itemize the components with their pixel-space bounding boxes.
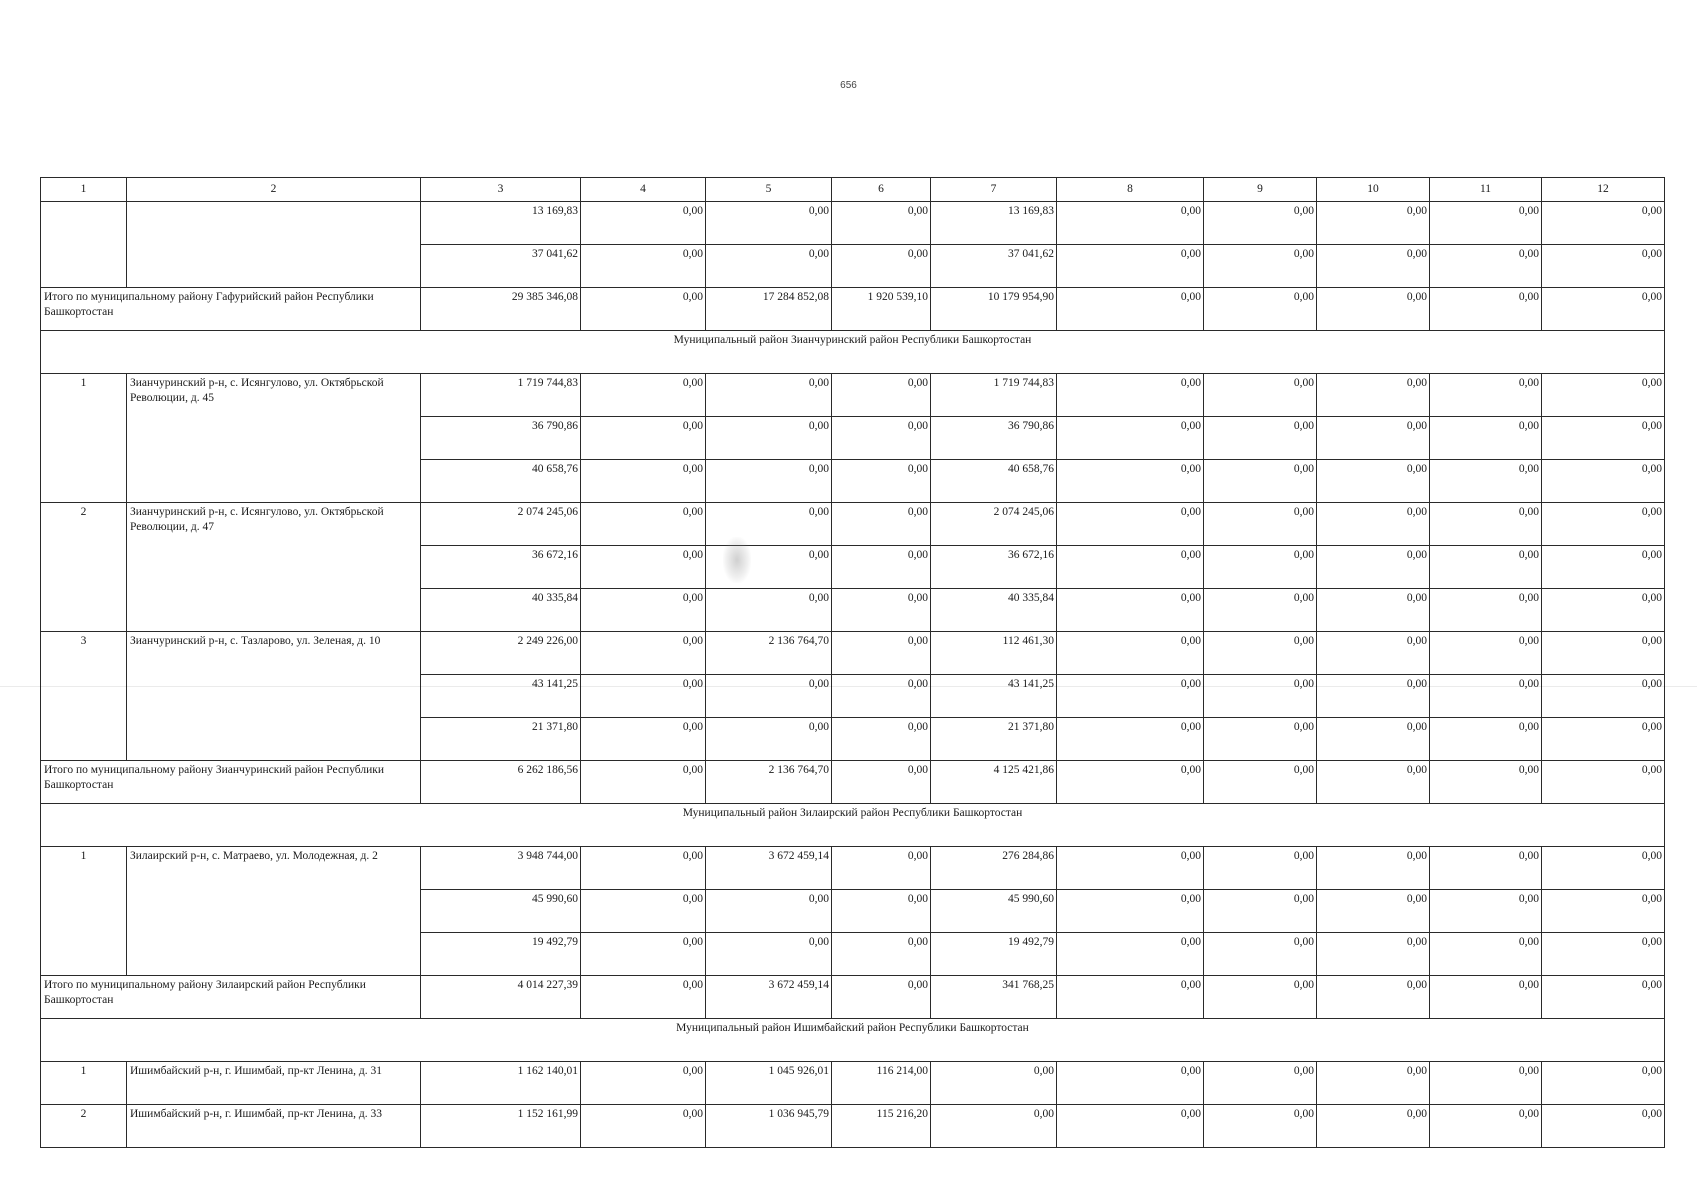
amount-cell: 4 014 227,39: [421, 976, 581, 1019]
amount-cell: 0,00: [1542, 675, 1665, 718]
amount-cell: 0,00: [1057, 1105, 1204, 1148]
amount-cell: 0,00: [1317, 718, 1430, 761]
amount-cell: 0,00: [706, 718, 832, 761]
amount-cell: 0,00: [1317, 933, 1430, 976]
amount-cell: 43 141,25: [421, 675, 581, 718]
amount-cell: 0,00: [1542, 202, 1665, 245]
column-header: 7: [931, 178, 1057, 202]
address-cell: Зианчуринский р-н, с. Тазларово, ул. Зеленая, д. 10: [127, 632, 421, 761]
amount-cell: 0,00: [581, 933, 706, 976]
amount-cell: 0,00: [1057, 460, 1204, 503]
column-header: 3: [421, 178, 581, 202]
amount-cell: 0,00: [1542, 245, 1665, 288]
amount-cell: 0,00: [1430, 503, 1542, 546]
amount-cell: 36 790,86: [931, 417, 1057, 460]
amount-cell: 0,00: [1057, 933, 1204, 976]
amount-cell: 36 672,16: [931, 546, 1057, 589]
amount-cell: 21 371,80: [931, 718, 1057, 761]
amount-cell: 40 658,76: [421, 460, 581, 503]
amount-cell: 0,00: [581, 1062, 706, 1105]
amount-cell: 1 152 161,99: [421, 1105, 581, 1148]
amount-cell: 37 041,62: [931, 245, 1057, 288]
amount-cell: 0,00: [1204, 761, 1317, 804]
amount-cell: 0,00: [1317, 632, 1430, 675]
amount-cell: 0,00: [1057, 288, 1204, 331]
amount-cell: 0,00: [1542, 933, 1665, 976]
amount-cell: 0,00: [1204, 632, 1317, 675]
amount-cell: 0,00: [1317, 1062, 1430, 1105]
amount-cell: 40 335,84: [421, 589, 581, 632]
amount-cell: 0,00: [832, 632, 931, 675]
budget-table: [40, 177, 1665, 1148]
amount-cell: 0,00: [1204, 976, 1317, 1019]
amount-cell: 0,00: [1430, 847, 1542, 890]
amount-cell: 0,00: [1430, 675, 1542, 718]
total-row: [41, 761, 1665, 804]
amount-cell: 45 990,60: [931, 890, 1057, 933]
amount-cell: 0,00: [832, 503, 931, 546]
amount-cell: 0,00: [1430, 933, 1542, 976]
amount-cell: 4 125 421,86: [931, 761, 1057, 804]
table-row: [41, 632, 1665, 675]
amount-cell: 0,00: [1317, 675, 1430, 718]
section-title: Муниципальный район Ишимбайский район Республики Башкортостан: [41, 1019, 1665, 1062]
amount-cell: 36 672,16: [421, 546, 581, 589]
amount-cell: 0,00: [1057, 589, 1204, 632]
amount-cell: 0,00: [706, 933, 832, 976]
amount-cell: 43 141,25: [931, 675, 1057, 718]
amount-cell: 0,00: [706, 245, 832, 288]
address-cell: Зианчуринский р-н, с. Исянгулово, ул. Октябрьской Революции, д. 47: [127, 503, 421, 632]
amount-cell: 0,00: [1317, 417, 1430, 460]
amount-cell: 1 045 926,01: [706, 1062, 832, 1105]
amount-cell: 0,00: [832, 847, 931, 890]
column-header: 11: [1430, 178, 1542, 202]
column-header: 4: [581, 178, 706, 202]
row-index-cell: 1: [41, 1062, 127, 1105]
page-number: 656: [840, 80, 857, 91]
amount-cell: 0,00: [1204, 202, 1317, 245]
amount-cell: 0,00: [1317, 374, 1430, 417]
amount-cell: 0,00: [706, 202, 832, 245]
amount-cell: 0,00: [1317, 761, 1430, 804]
amount-cell: 1 162 140,01: [421, 1062, 581, 1105]
row-index-cell: 2: [41, 503, 127, 632]
column-header: 12: [1542, 178, 1665, 202]
column-header: 2: [127, 178, 421, 202]
amount-cell: 0,00: [1430, 460, 1542, 503]
amount-cell: 0,00: [1542, 847, 1665, 890]
amount-cell: 2 136 764,70: [706, 761, 832, 804]
amount-cell: 1 719 744,83: [421, 374, 581, 417]
amount-cell: 0,00: [832, 202, 931, 245]
amount-cell: 0,00: [1057, 890, 1204, 933]
amount-cell: 0,00: [1542, 417, 1665, 460]
amount-cell: 0,00: [1542, 1062, 1665, 1105]
amount-cell: 1 920 539,10: [832, 288, 931, 331]
column-number-header-row: [41, 178, 1665, 202]
amount-cell: 0,00: [832, 417, 931, 460]
scan-smudge: [723, 537, 751, 583]
amount-cell: 0,00: [1317, 202, 1430, 245]
amount-cell: 0,00: [1542, 976, 1665, 1019]
amount-cell: 0,00: [581, 202, 706, 245]
row-index-cell: 3: [41, 632, 127, 761]
row-index-cell: 1: [41, 374, 127, 503]
amount-cell: 3 948 744,00: [421, 847, 581, 890]
amount-cell: 0,00: [706, 503, 832, 546]
amount-cell: 0,00: [1430, 976, 1542, 1019]
table-row: [41, 1062, 1665, 1105]
amount-cell: 2 074 245,06: [421, 503, 581, 546]
total-label: Итого по муниципальному району Зианчуринский район Республики Башкортостан: [41, 761, 421, 804]
table-row: [41, 202, 1665, 245]
amount-cell: 0,00: [1317, 288, 1430, 331]
amount-cell: 0,00: [1057, 503, 1204, 546]
amount-cell: 0,00: [1057, 761, 1204, 804]
address-cell: Зилаирский р-н, с. Матраево, ул. Молодежная, д. 2: [127, 847, 421, 976]
amount-cell: 0,00: [706, 589, 832, 632]
amount-cell: 0,00: [1057, 245, 1204, 288]
amount-cell: 0,00: [581, 632, 706, 675]
amount-cell: 0,00: [1317, 460, 1430, 503]
amount-cell: 13 169,83: [421, 202, 581, 245]
table-row: [41, 374, 1665, 417]
amount-cell: 0,00: [1204, 675, 1317, 718]
amount-cell: 0,00: [706, 890, 832, 933]
amount-cell: 0,00: [832, 245, 931, 288]
amount-cell: 0,00: [581, 417, 706, 460]
amount-cell: 0,00: [1204, 546, 1317, 589]
amount-cell: 3 672 459,14: [706, 976, 832, 1019]
amount-cell: 0,00: [1204, 1062, 1317, 1105]
amount-cell: 0,00: [832, 890, 931, 933]
column-header: 5: [706, 178, 832, 202]
amount-cell: 0,00: [1430, 632, 1542, 675]
amount-cell: 0,00: [1057, 718, 1204, 761]
amount-cell: 0,00: [1317, 1105, 1430, 1148]
amount-cell: 0,00: [1204, 374, 1317, 417]
amount-cell: 0,00: [581, 503, 706, 546]
amount-cell: 0,00: [1542, 589, 1665, 632]
address-cell: [127, 202, 421, 288]
amount-cell: 0,00: [706, 374, 832, 417]
amount-cell: 0,00: [581, 675, 706, 718]
table-row: [41, 503, 1665, 546]
amount-cell: 0,00: [581, 890, 706, 933]
amount-cell: 19 492,79: [421, 933, 581, 976]
amount-cell: 2 074 245,06: [931, 503, 1057, 546]
total-row: [41, 976, 1665, 1019]
amount-cell: 13 169,83: [931, 202, 1057, 245]
amount-cell: 0,00: [1204, 417, 1317, 460]
amount-cell: 36 790,86: [421, 417, 581, 460]
amount-cell: 0,00: [931, 1062, 1057, 1105]
amount-cell: 0,00: [1057, 202, 1204, 245]
amount-cell: 0,00: [706, 460, 832, 503]
amount-cell: 0,00: [1430, 417, 1542, 460]
amount-cell: 0,00: [1430, 718, 1542, 761]
amount-cell: 0,00: [1317, 546, 1430, 589]
amount-cell: 40 335,84: [931, 589, 1057, 632]
address-cell: Ишимбайский р-н, г. Ишимбай, пр-кт Ленина, д. 31: [127, 1062, 421, 1105]
amount-cell: 0,00: [706, 417, 832, 460]
amount-cell: 0,00: [581, 374, 706, 417]
amount-cell: 0,00: [1542, 460, 1665, 503]
amount-cell: 0,00: [1542, 718, 1665, 761]
amount-cell: 0,00: [1317, 245, 1430, 288]
amount-cell: 0,00: [1057, 417, 1204, 460]
amount-cell: 0,00: [1542, 890, 1665, 933]
amount-cell: 0,00: [1542, 503, 1665, 546]
amount-cell: 40 658,76: [931, 460, 1057, 503]
amount-cell: 0,00: [832, 718, 931, 761]
column-header: 10: [1317, 178, 1430, 202]
amount-cell: 0,00: [1204, 847, 1317, 890]
amount-cell: 276 284,86: [931, 847, 1057, 890]
amount-cell: 0,00: [931, 1105, 1057, 1148]
amount-cell: 0,00: [1317, 589, 1430, 632]
amount-cell: 0,00: [1542, 1105, 1665, 1148]
amount-cell: 115 216,20: [832, 1105, 931, 1148]
section-header-row: [41, 331, 1665, 374]
amount-cell: 0,00: [832, 374, 931, 417]
amount-cell: 0,00: [581, 761, 706, 804]
amount-cell: 0,00: [1204, 718, 1317, 761]
section-title: Муниципальный район Зианчуринский район Республики Башкортостан: [41, 331, 1665, 374]
amount-cell: 0,00: [581, 718, 706, 761]
section-header-row: [41, 804, 1665, 847]
amount-cell: 2 249 226,00: [421, 632, 581, 675]
amount-cell: 1 036 945,79: [706, 1105, 832, 1148]
table-body: [41, 178, 1665, 1148]
amount-cell: 0,00: [832, 976, 931, 1019]
total-label: Итого по муниципальному району Зилаирский район Республики Башкортостан: [41, 976, 421, 1019]
table-row: [41, 847, 1665, 890]
amount-cell: 0,00: [1430, 245, 1542, 288]
amount-cell: 0,00: [1204, 933, 1317, 976]
amount-cell: 6 262 186,56: [421, 761, 581, 804]
amount-cell: 0,00: [1057, 546, 1204, 589]
amount-cell: 0,00: [832, 675, 931, 718]
amount-cell: 0,00: [1204, 460, 1317, 503]
amount-cell: 0,00: [1430, 202, 1542, 245]
amount-cell: 0,00: [706, 546, 832, 589]
amount-cell: 0,00: [832, 761, 931, 804]
amount-cell: 0,00: [1430, 288, 1542, 331]
amount-cell: 116 214,00: [832, 1062, 931, 1105]
amount-cell: 0,00: [581, 288, 706, 331]
amount-cell: 341 768,25: [931, 976, 1057, 1019]
column-header: 9: [1204, 178, 1317, 202]
amount-cell: 0,00: [1057, 632, 1204, 675]
amount-cell: 0,00: [1204, 1105, 1317, 1148]
amount-cell: 3 672 459,14: [706, 847, 832, 890]
amount-cell: 17 284 852,08: [706, 288, 832, 331]
amount-cell: 0,00: [1057, 374, 1204, 417]
amount-cell: 0,00: [1542, 288, 1665, 331]
row-index-cell: [41, 202, 127, 288]
amount-cell: 0,00: [1430, 589, 1542, 632]
column-header: 1: [41, 178, 127, 202]
amount-cell: 0,00: [832, 933, 931, 976]
amount-cell: 0,00: [1204, 589, 1317, 632]
address-cell: Зианчуринский р-н, с. Исянгулово, ул. Октябрьской Революции, д. 45: [127, 374, 421, 503]
amount-cell: 0,00: [1057, 847, 1204, 890]
amount-cell: 29 385 346,08: [421, 288, 581, 331]
amount-cell: 0,00: [1317, 976, 1430, 1019]
amount-cell: 2 136 764,70: [706, 632, 832, 675]
row-index-cell: 1: [41, 847, 127, 976]
amount-cell: 0,00: [832, 546, 931, 589]
amount-cell: 0,00: [1430, 761, 1542, 804]
amount-cell: 1 719 744,83: [931, 374, 1057, 417]
amount-cell: 0,00: [1430, 1105, 1542, 1148]
amount-cell: 0,00: [1057, 976, 1204, 1019]
amount-cell: 10 179 954,90: [931, 288, 1057, 331]
amount-cell: 0,00: [581, 976, 706, 1019]
section-header-row: [41, 1019, 1665, 1062]
amount-cell: 0,00: [581, 245, 706, 288]
amount-cell: 0,00: [1317, 847, 1430, 890]
amount-cell: 19 492,79: [931, 933, 1057, 976]
amount-cell: 0,00: [706, 675, 832, 718]
amount-cell: 0,00: [1430, 1062, 1542, 1105]
amount-cell: 0,00: [1542, 374, 1665, 417]
total-label: Итого по муниципальному району Гафурийский район Республики Башкортостан: [41, 288, 421, 331]
amount-cell: 0,00: [581, 460, 706, 503]
amount-cell: 0,00: [1430, 546, 1542, 589]
row-index-cell: 2: [41, 1105, 127, 1148]
amount-cell: 0,00: [1204, 890, 1317, 933]
amount-cell: 0,00: [1204, 503, 1317, 546]
amount-cell: 0,00: [1317, 503, 1430, 546]
amount-cell: 0,00: [581, 589, 706, 632]
section-title: Муниципальный район Зилаирский район Республики Башкортостан: [41, 804, 1665, 847]
amount-cell: 0,00: [832, 460, 931, 503]
amount-cell: 0,00: [832, 589, 931, 632]
amount-cell: 112 461,30: [931, 632, 1057, 675]
amount-cell: 0,00: [581, 1105, 706, 1148]
amount-cell: 0,00: [1057, 1062, 1204, 1105]
amount-cell: 0,00: [1542, 546, 1665, 589]
amount-cell: 0,00: [1317, 890, 1430, 933]
amount-cell: 0,00: [581, 546, 706, 589]
amount-cell: 45 990,60: [421, 890, 581, 933]
amount-cell: 0,00: [581, 847, 706, 890]
table-row: [41, 1105, 1665, 1148]
amount-cell: 0,00: [1430, 890, 1542, 933]
amount-cell: 0,00: [1542, 761, 1665, 804]
amount-cell: 0,00: [1430, 374, 1542, 417]
total-row: [41, 288, 1665, 331]
scan-line-artifact: [0, 686, 1697, 687]
amount-cell: 37 041,62: [421, 245, 581, 288]
amount-cell: 0,00: [1542, 632, 1665, 675]
column-header: 6: [832, 178, 931, 202]
amount-cell: 0,00: [1204, 245, 1317, 288]
address-cell: Ишимбайский р-н, г. Ишимбай, пр-кт Ленина, д. 33: [127, 1105, 421, 1148]
amount-cell: 21 371,80: [421, 718, 581, 761]
amount-cell: 0,00: [1204, 288, 1317, 331]
column-header: 8: [1057, 178, 1204, 202]
amount-cell: 0,00: [1057, 675, 1204, 718]
